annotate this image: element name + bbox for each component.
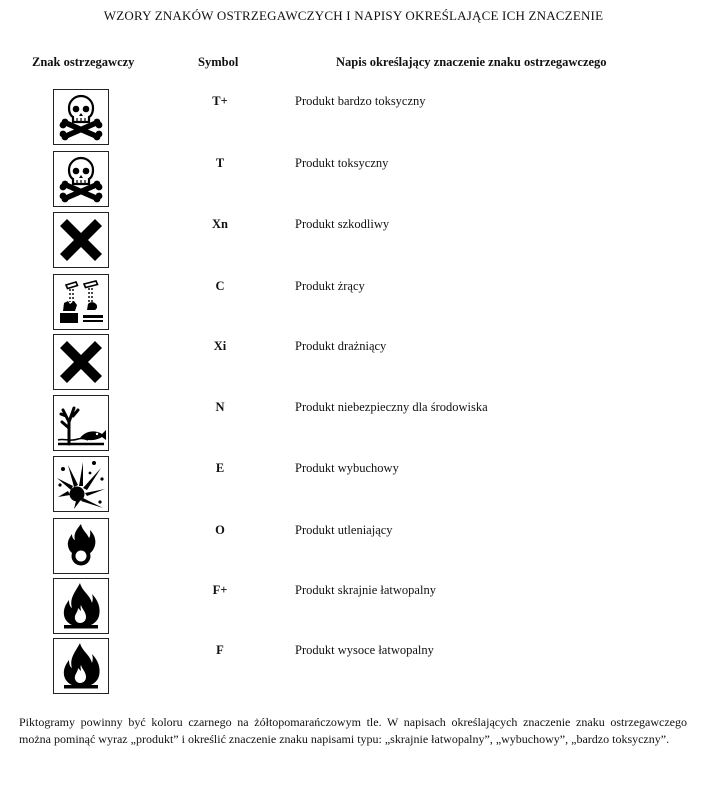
- table-row: [0, 456, 707, 514]
- flame-icon: [53, 638, 109, 694]
- hazard-symbol: T: [215, 156, 225, 170]
- table-row: [0, 334, 707, 392]
- hazard-symbol: F+: [212, 583, 228, 597]
- column-header-symbol: Symbol: [198, 55, 239, 69]
- hazard-description: Produkt niebezpieczny dla środowiska: [295, 400, 488, 414]
- corrosion-icon: [53, 274, 109, 330]
- flame-icon: [53, 578, 109, 634]
- hazard-description: Produkt drażniący: [295, 339, 387, 353]
- hazard-symbol: T+: [212, 94, 228, 108]
- table-row: [0, 395, 707, 453]
- table-row: [0, 89, 707, 147]
- column-header-description: Napis określający znaczenie znaku ostrzegawczego: [336, 55, 607, 69]
- hazard-description: Produkt toksyczny: [295, 156, 389, 170]
- table-row: [0, 212, 707, 270]
- column-header-sign: Znak ostrzegawczy: [32, 55, 135, 69]
- hazard-symbol: F: [216, 643, 224, 657]
- page-title: WZORY ZNAKÓW OSTRZEGAWCZYCH I NAPISY OKREŚLAJĄCE ICH ZNACZENIE: [103, 8, 604, 23]
- skull-crossbones-icon: [53, 151, 109, 207]
- hazard-symbol: N: [215, 400, 225, 414]
- hazard-description: Produkt wysoce łatwopalny: [295, 643, 434, 657]
- table-row: [0, 638, 707, 696]
- explosion-icon: [53, 456, 109, 512]
- dead-tree-fish-icon: [53, 395, 109, 451]
- hazard-symbol: E: [215, 461, 225, 475]
- hazard-description: Produkt bardzo toksyczny: [295, 94, 426, 108]
- hazard-description: Produkt szkodliwy: [295, 217, 390, 231]
- table-row: [0, 578, 707, 636]
- cross-x-icon: [53, 334, 109, 390]
- table-row: [0, 151, 707, 209]
- hazard-symbol: Xn: [212, 217, 228, 231]
- hazard-symbol: O: [215, 523, 225, 537]
- hazard-symbol: C: [215, 279, 225, 293]
- hazard-description: Produkt utleniający: [295, 523, 393, 537]
- skull-crossbones-icon: [53, 89, 109, 145]
- hazard-description: Produkt skrajnie łatwopalny: [295, 583, 436, 597]
- flame-over-circle-icon: [53, 518, 109, 574]
- footnote-text: Piktogramy powinny być koloru czarnego na żółtopomarańczowym tle. W napisach określających znaczenie znaku ostrzegawczego można pominąć wyraz „produkt” i określić znaczenie znaku napisami typu: „skrajnie łatwopalny”, „wybuchowy”, „bardzo toksyczny”.: [19, 715, 687, 746]
- cross-x-icon: [53, 212, 109, 268]
- table-row: [0, 274, 707, 332]
- hazard-symbol: Xi: [213, 339, 227, 353]
- hazard-description: Produkt żrący: [295, 279, 365, 293]
- table-row: [0, 518, 707, 576]
- hazard-description: Produkt wybuchowy: [295, 461, 399, 475]
